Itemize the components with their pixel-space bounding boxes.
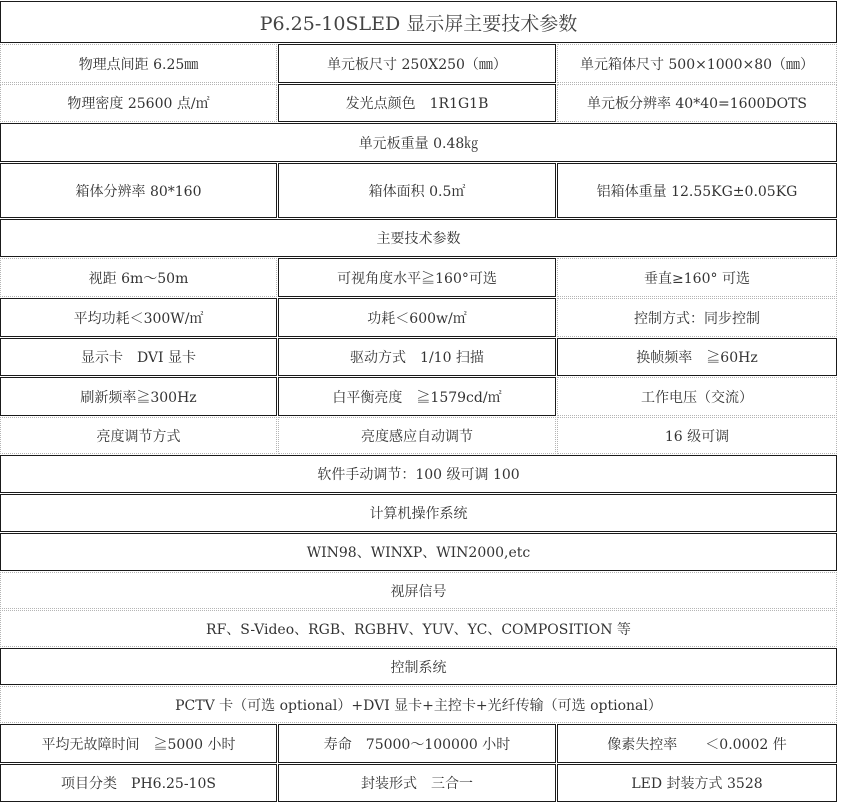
table-cell: 工作电压（交流）	[557, 377, 837, 416]
table-cell: 垂直≥160° 可选	[557, 258, 837, 297]
table-cell: LED 封装方式 3528	[557, 764, 837, 802]
table-row	[0, 163, 841, 218]
table-cell: 发光点颜色 1R1G1B	[278, 84, 556, 122]
table-cell-full: 视屏信号	[0, 572, 837, 609]
table-cell-full: RF、S-Video、RGB、RGBHV、YUV、YC、COMPOSITION 等	[0, 610, 837, 647]
table-cell: 亮度调节方式	[0, 417, 277, 454]
table-cell: 单元箱体尺寸 500×1000×80（㎜）	[557, 44, 837, 83]
table-cell: 可视角度水平≧160°可选	[278, 258, 556, 297]
table-cell-full: WIN98、WINXP、WIN2000,etc	[0, 533, 837, 571]
table-row	[0, 377, 841, 416]
title-row	[0, 1, 841, 43]
table-row	[0, 686, 841, 723]
table-row	[0, 44, 841, 83]
table-row	[0, 724, 841, 763]
table-cell: 驱动方式 1/10 扫描	[278, 338, 556, 376]
table-row	[0, 338, 841, 376]
table-row	[0, 258, 841, 297]
table-row	[0, 219, 841, 257]
table-cell-full: 主要技术参数	[0, 219, 837, 257]
table-row	[0, 648, 841, 685]
table-row	[0, 764, 841, 802]
table-cell: 平均无故障时间 ≧5000 小时	[0, 724, 277, 763]
table-row	[0, 84, 841, 122]
table-row	[0, 298, 841, 337]
table-cell: 刷新频率≧300Hz	[0, 377, 277, 416]
table-cell: 视距 6m～50m	[0, 258, 277, 297]
table-cell: 亮度感应自动调节	[278, 417, 556, 454]
table-cell: 白平衡亮度 ≧1579cd/㎡	[278, 377, 556, 416]
table-row	[0, 455, 841, 493]
table-cell: 16 级可调	[557, 417, 837, 454]
table-row	[0, 494, 841, 532]
table-cell-full: 软件手动调节：100 级可调 100	[0, 455, 837, 493]
table-cell: 功耗＜600w/㎡	[278, 298, 556, 337]
table-cell: 寿命 75000～100000 小时	[278, 724, 556, 763]
table-row	[0, 610, 841, 647]
table-cell: 物理密度 25600 点/㎡	[0, 84, 277, 122]
table-row	[0, 572, 841, 609]
table-cell: 像素失控率 ＜0.0002 件	[557, 724, 837, 763]
table-cell: 封装形式 三合一	[278, 764, 556, 802]
table-cell: 项目分类 PH6.25-10S	[0, 764, 277, 802]
table-cell-full: 控制系统	[0, 648, 837, 685]
table-cell: 箱体分辨率 80*160	[0, 163, 277, 218]
table-cell: 单元板尺寸 250X250（㎜）	[278, 44, 556, 83]
table-cell-full: 计算机操作系统	[0, 494, 837, 532]
table-cell-full: PCTV 卡（可选 optional）+DVI 显卡+主控卡+光纤传输（可选 optional）	[0, 686, 837, 723]
table-cell: 箱体面积 0.5㎡	[278, 163, 556, 218]
table-cell: 物理点间距 6.25㎜	[0, 44, 277, 83]
table-row	[0, 417, 841, 454]
table-cell-full: 单元板重量 0.48㎏	[0, 123, 837, 162]
table-cell: 铝箱体重量 12.55KG±0.05KG	[557, 163, 837, 218]
table-title: P6.25-10SLED 显示屏主要技术参数	[0, 1, 837, 43]
table-cell: 显示卡 DVI 显卡	[0, 338, 277, 376]
table-cell: 平均功耗＜300W/㎡	[0, 298, 277, 337]
table-cell: 换帧频率 ≧60Hz	[557, 338, 837, 376]
table-row	[0, 123, 841, 162]
table-row	[0, 533, 841, 571]
table-cell: 控制方式：同步控制	[557, 298, 837, 337]
table-cell: 单元板分辨率 40*40=1600DOTS	[557, 84, 837, 122]
